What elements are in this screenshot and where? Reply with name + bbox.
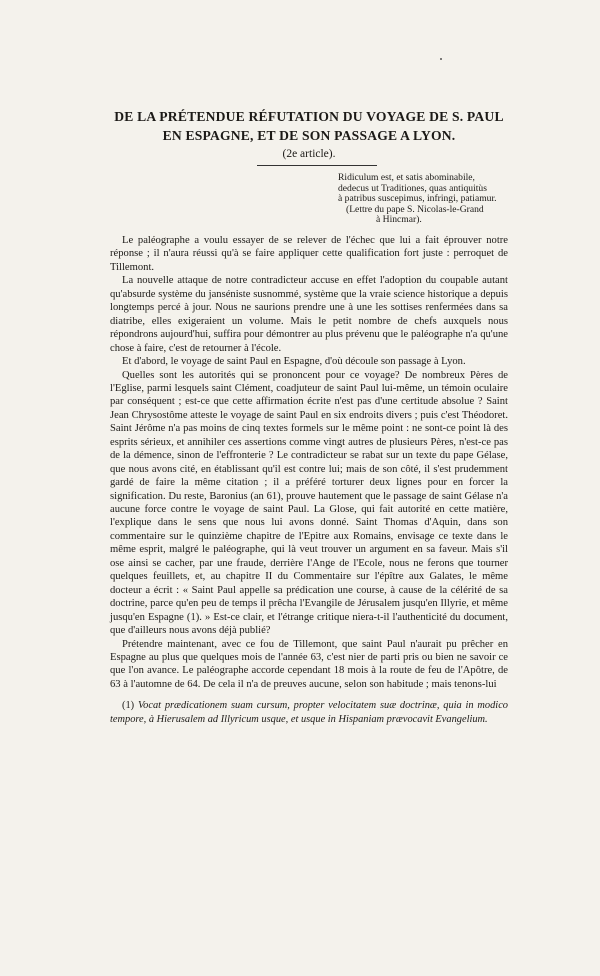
title-rule	[257, 165, 377, 166]
footnote-text: Vocat prædicationem suam cursum, propter velocitatem suæ doctrinæ, quia in modico tempore, à Hierusalem ad Illyricum usque, et usque in Hispaniam prævocavit Evangelium.	[110, 700, 508, 725]
epigraph-line: à patribus suscepimus, infringi, patiamur.	[338, 193, 497, 205]
paragraph: Prétendre maintenant, avec ce fou de Tillemont, que saint Paul n'aurait pu prêcher en Espagne au plus que quelques mois de l'année 63, c'est nier de parti pris ou bien ne savoir ce que l'on avance. Le paléographe accorde cependant 18 mois à la route de feu de l'Apôtre, de 63 à l'automne de 64. De cela il n'a de preuves aucune, selon son habitude ; mais tenons-lui	[110, 638, 508, 690]
paragraph: La nouvelle attaque de notre contradicteur accuse en effet l'adoption du coupable autant qu'absurde système du janséniste susnommé, système que la vraie science historique a depuis longtemps percé à jour. Nous ne saurions prendre une à une les sottises renfermées dans sa diatribe, elles exigeraient un volume. Mais le petit nombre de chefs auxquels nous répondrons aujourd'hui, suffira pour démontrer au plus prévenu que le paléographe n'a qu'une chose à faire, c'est de retourner à l'école.	[110, 275, 508, 354]
footnote-spacer	[110, 691, 508, 699]
article-title	[110, 0, 508, 145]
speck-mark	[440, 58, 442, 60]
epigraph	[338, 173, 508, 226]
paragraph: Le paléographe a voulu essayer de se relever de l'échec que lui a fait éprouver notre réponse ; il n'aura réussi qu'à se faire appliquer cette qualification fort juste : perroquet de Tillemont.	[110, 234, 508, 273]
footnote	[110, 699, 508, 726]
article-body	[110, 234, 508, 691]
paragraph: Quelles sont les autorités qui se prononcent pour ce voyage? De nombreux Pères de l'Eglise, parmi lesquels saint Clément, coadjuteur de saint Paul lui-même, un témoin oculaire par conséquent ; est-ce que cette affirmation écrite n'est pas d'une certitude absolue ? Saint Jean Chrysostôme atteste le voyage de saint Paul en six endroits divers ; puis c'est Théodoret. Saint Jérôme n'a pas moins de cinq textes formels sur le même point : ne sont-ce point là des esprits sérieux, et annihiler ces assertions comme vingt autres de plusieurs Pères, n'est-ce pas de la démence, sinon de l'effronterie ? Le contradicteur se rabat sur un texte du pape Gélase, que nous avons cité, en établissant qu'il est contre lui; mais de son côté, il s'est prudemment gardé de faire la même citation ; il a préféré torturer deux lignes pour en forcer la signification. Du reste, Baronius (an 61), prouve hautement que le passage de saint Gélase n'a aucune force contre le voyage de saint Paul. La Glose, qui fait autorité en cette matière, l'explique dans le sens que nous lui avons donné. Saint Thomas d'Aquin, dans son commentaire sur le quinzième chapitre de l'Epitre aux Romains, envisage ce texte dans le même esprit, malgré le paléographe, qui là veut trouver un argument en sa faveur. Mais s'il ose ainsi se cacher, par une fraude, derrière l'Ange de l'Ecole, nous ne ferons que tourner quelques feuillets, et, au chapitre II du Commentaire sur l'épître aux Galates, le même docteur a écrit : « Saint Paul appelle sa prédication une course, à cause de la célérité de sa doctrine, parce qu'en peu de temps il prêcha l'Evangile de Jérusalem jusqu'en Illyrie, et même jusqu'en Espagne (1). » Est-ce clair, et l'étrange critique niera-t-il l'authenticité du document, que d'ailleurs nous avons déjà publié?	[110, 369, 508, 637]
footnote-number: (1)	[122, 700, 135, 712]
title-line-2: EN ESPAGNE, ET DE SON PASSAGE A LYON.	[162, 128, 456, 143]
title-line-1: DE LA PRÉTENDUE RÉFUTATION DU VOYAGE DE S. PAUL	[114, 109, 504, 124]
epigraph-source: (Lettre du pape S. Nicolas-le-Grand	[346, 203, 484, 215]
epigraph-line: Ridiculum est, et satis abominabile,	[338, 172, 475, 183]
epigraph-line: dedecus ut Traditiones, quas antiquitùs	[338, 182, 487, 194]
paragraph: Et d'abord, le voyage de saint Paul en Espagne, d'où découle son passage à Lyon.	[122, 356, 466, 368]
article-subtitle: (2e article).	[282, 148, 336, 160]
epigraph-source: à Hincmar).	[376, 214, 422, 226]
